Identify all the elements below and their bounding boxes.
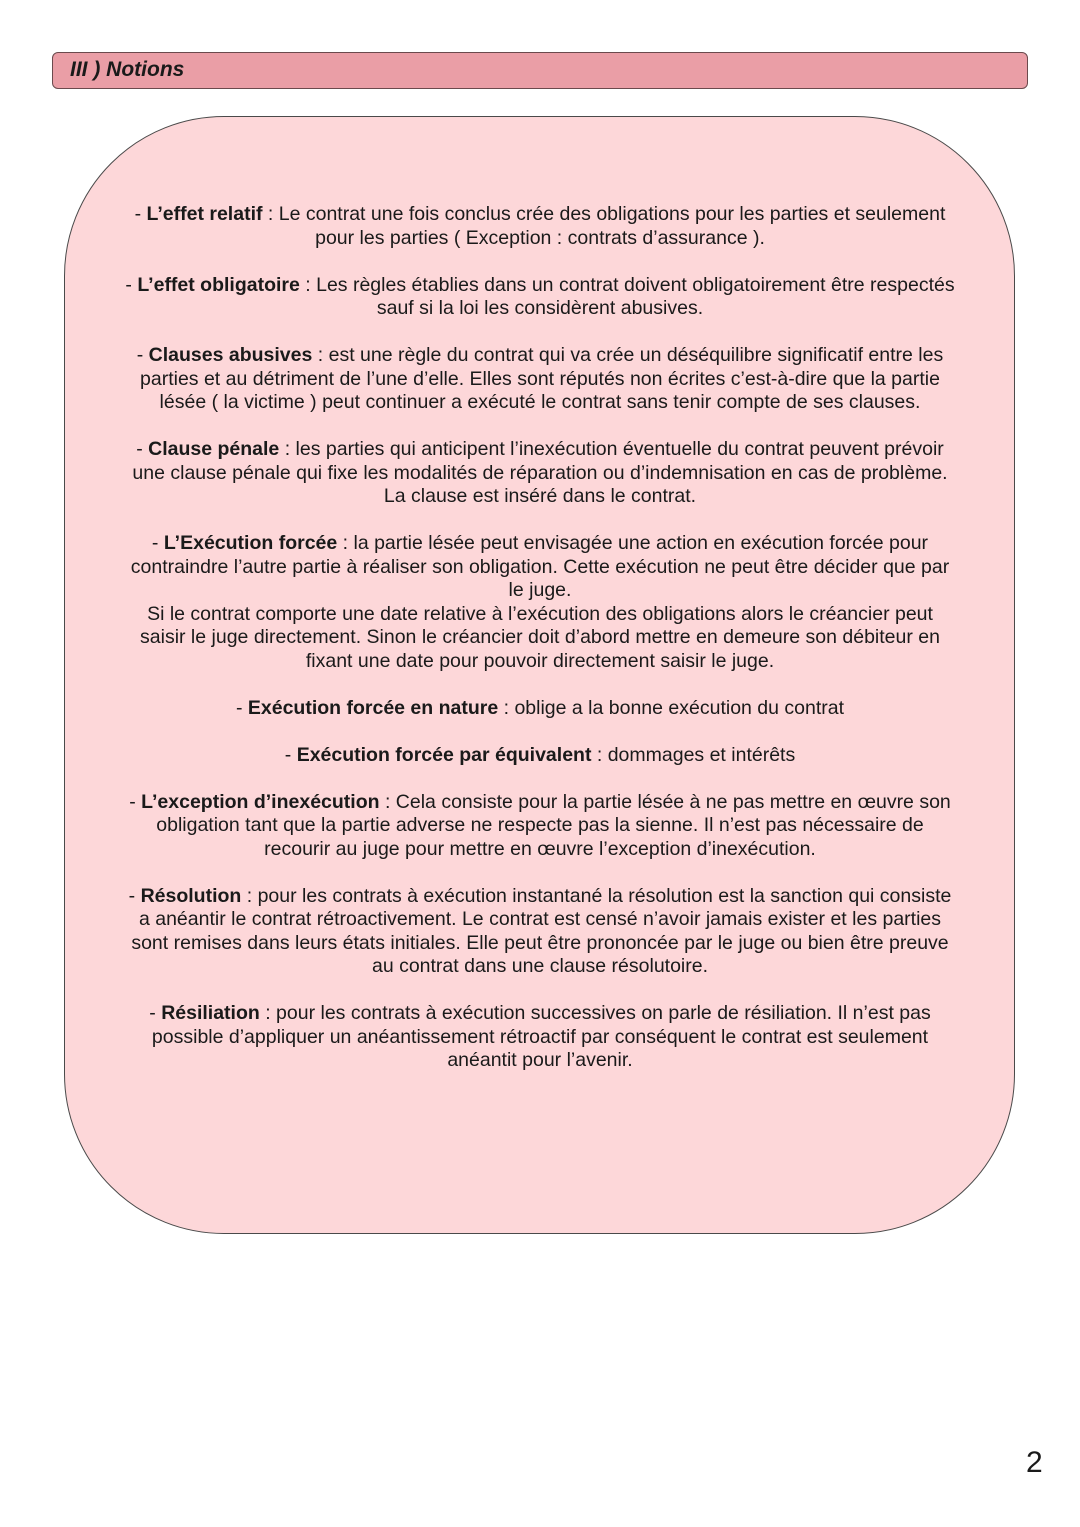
notion-execution-forcee (125, 532, 955, 673)
notion-prefix: - (284, 743, 297, 766)
notion-prefix: - (149, 1002, 162, 1024)
notion-term: Résolution (140, 884, 242, 907)
notion-term: Exécution forcée en nature (247, 696, 499, 719)
page-number: 2 (1026, 1446, 1043, 1479)
notion-text: : est une règle du contrat qui va crée un déséquilibre significatif entre les parties et au détriment de l’une d’elle. Elles sont réputés non écrites c’est-à-dire que la partie lésée ( la victime ) peut continuer a exécuté le contrat sans tenir compte de ses clauses. (140, 344, 944, 413)
notion-execution-nature (125, 697, 955, 721)
notion-prefix: - (125, 273, 138, 296)
notion-resolution (125, 885, 955, 979)
notion-prefix: - (136, 438, 149, 460)
notion-text: : pour les contrats à exécution successives on parle de résiliation. Il n’est pas possible d’appliquer un anéantissement rétroactif par conséquent le contrat est seulement anéantit pour l’avenir. (151, 1002, 931, 1071)
notion-text: : Les règles établies dans un contrat doivent obligatoirement être respectés sauf si la loi les considèrent abusives. (299, 273, 955, 319)
notion-prefix: - (136, 344, 149, 366)
notion-prefix: - (235, 696, 248, 719)
notion-text: : les parties qui anticipent l’inexécution éventuelle du contrat peuvent prévoir une clause pénale qui fixe les modalités de réparation ou d’indemnisation en cas de problème. La clause est inséré dans le contrat. (132, 438, 948, 507)
notion-term: Clauses abusives (148, 344, 313, 366)
notion-text: : dommages et intérêts (591, 743, 796, 766)
notion-term: L’exception d’inexécution (141, 790, 380, 813)
notion-term: L’effet relatif (146, 203, 263, 225)
notion-exception-inexecution (125, 791, 955, 862)
notion-term: Résiliation (161, 1002, 260, 1024)
notion-term: L’effet obligatoire (137, 273, 300, 296)
section-title: III ) Notions (70, 58, 185, 81)
notions-list (125, 203, 955, 1096)
notion-term: Exécution forcée par équivalent (296, 743, 592, 766)
notion-prefix: - (129, 790, 142, 813)
notion-effet-relatif (125, 203, 955, 250)
notion-prefix: - (128, 884, 141, 907)
notion-text: : la partie lésée peut envisagée une action en exécution forcée pour contraindre l’autre partie à réaliser son obligation. Cette exécution ne peut être décider que par le juge. (130, 532, 950, 601)
notion-term: Clause pénale (148, 438, 280, 460)
notion-clause-penale (125, 438, 955, 509)
section-header (52, 52, 1028, 89)
notion-text: : Cela consiste pour la partie lésée à ne pas mettre en œuvre son obligation tant que la partie adverse ne respecte pas la sienne. Il n’est pas nécessaire de recourir au juge pour mettre en œuvre l’exception d’inexécution. (156, 790, 951, 860)
notion-text: : pour les contrats à exécution instantané la résolution est la sanction qui consiste a anéantir le contrat rétroactivement. Le contrat est censé n’avoir jamais exister et les parties sont remises dans leurs états initiales. Elle peut être prononcée par le juge ou bien être preuve au contrat dans une clause résolutoire. (131, 884, 952, 977)
notion-text: : Le contrat une fois conclus crée des obligations pour les parties et seulement pour les parties ( Exception : contrats d’assurance ). (262, 203, 946, 249)
notion-effet-obligatoire (125, 274, 955, 321)
notion-term: L’Exécution forcée (163, 532, 338, 554)
notion-prefix: - (151, 532, 164, 554)
notion-prefix: - (134, 203, 147, 225)
notions-box (64, 116, 1015, 1234)
notion-resiliation (125, 1002, 955, 1073)
notion-execution-equivalent (125, 744, 955, 768)
notion-extra-text: Si le contrat comporte une date relative à l’exécution des obligations alors le créancier peut saisir le juge directement. Sinon le créancier doit d’abord mettre en demeure son débiteur en fixant une date pour pouvoir directement saisir le juge. (140, 602, 940, 672)
notion-clauses-abusives (125, 344, 955, 415)
notion-text: : oblige a la bonne exécution du contrat (498, 696, 845, 719)
